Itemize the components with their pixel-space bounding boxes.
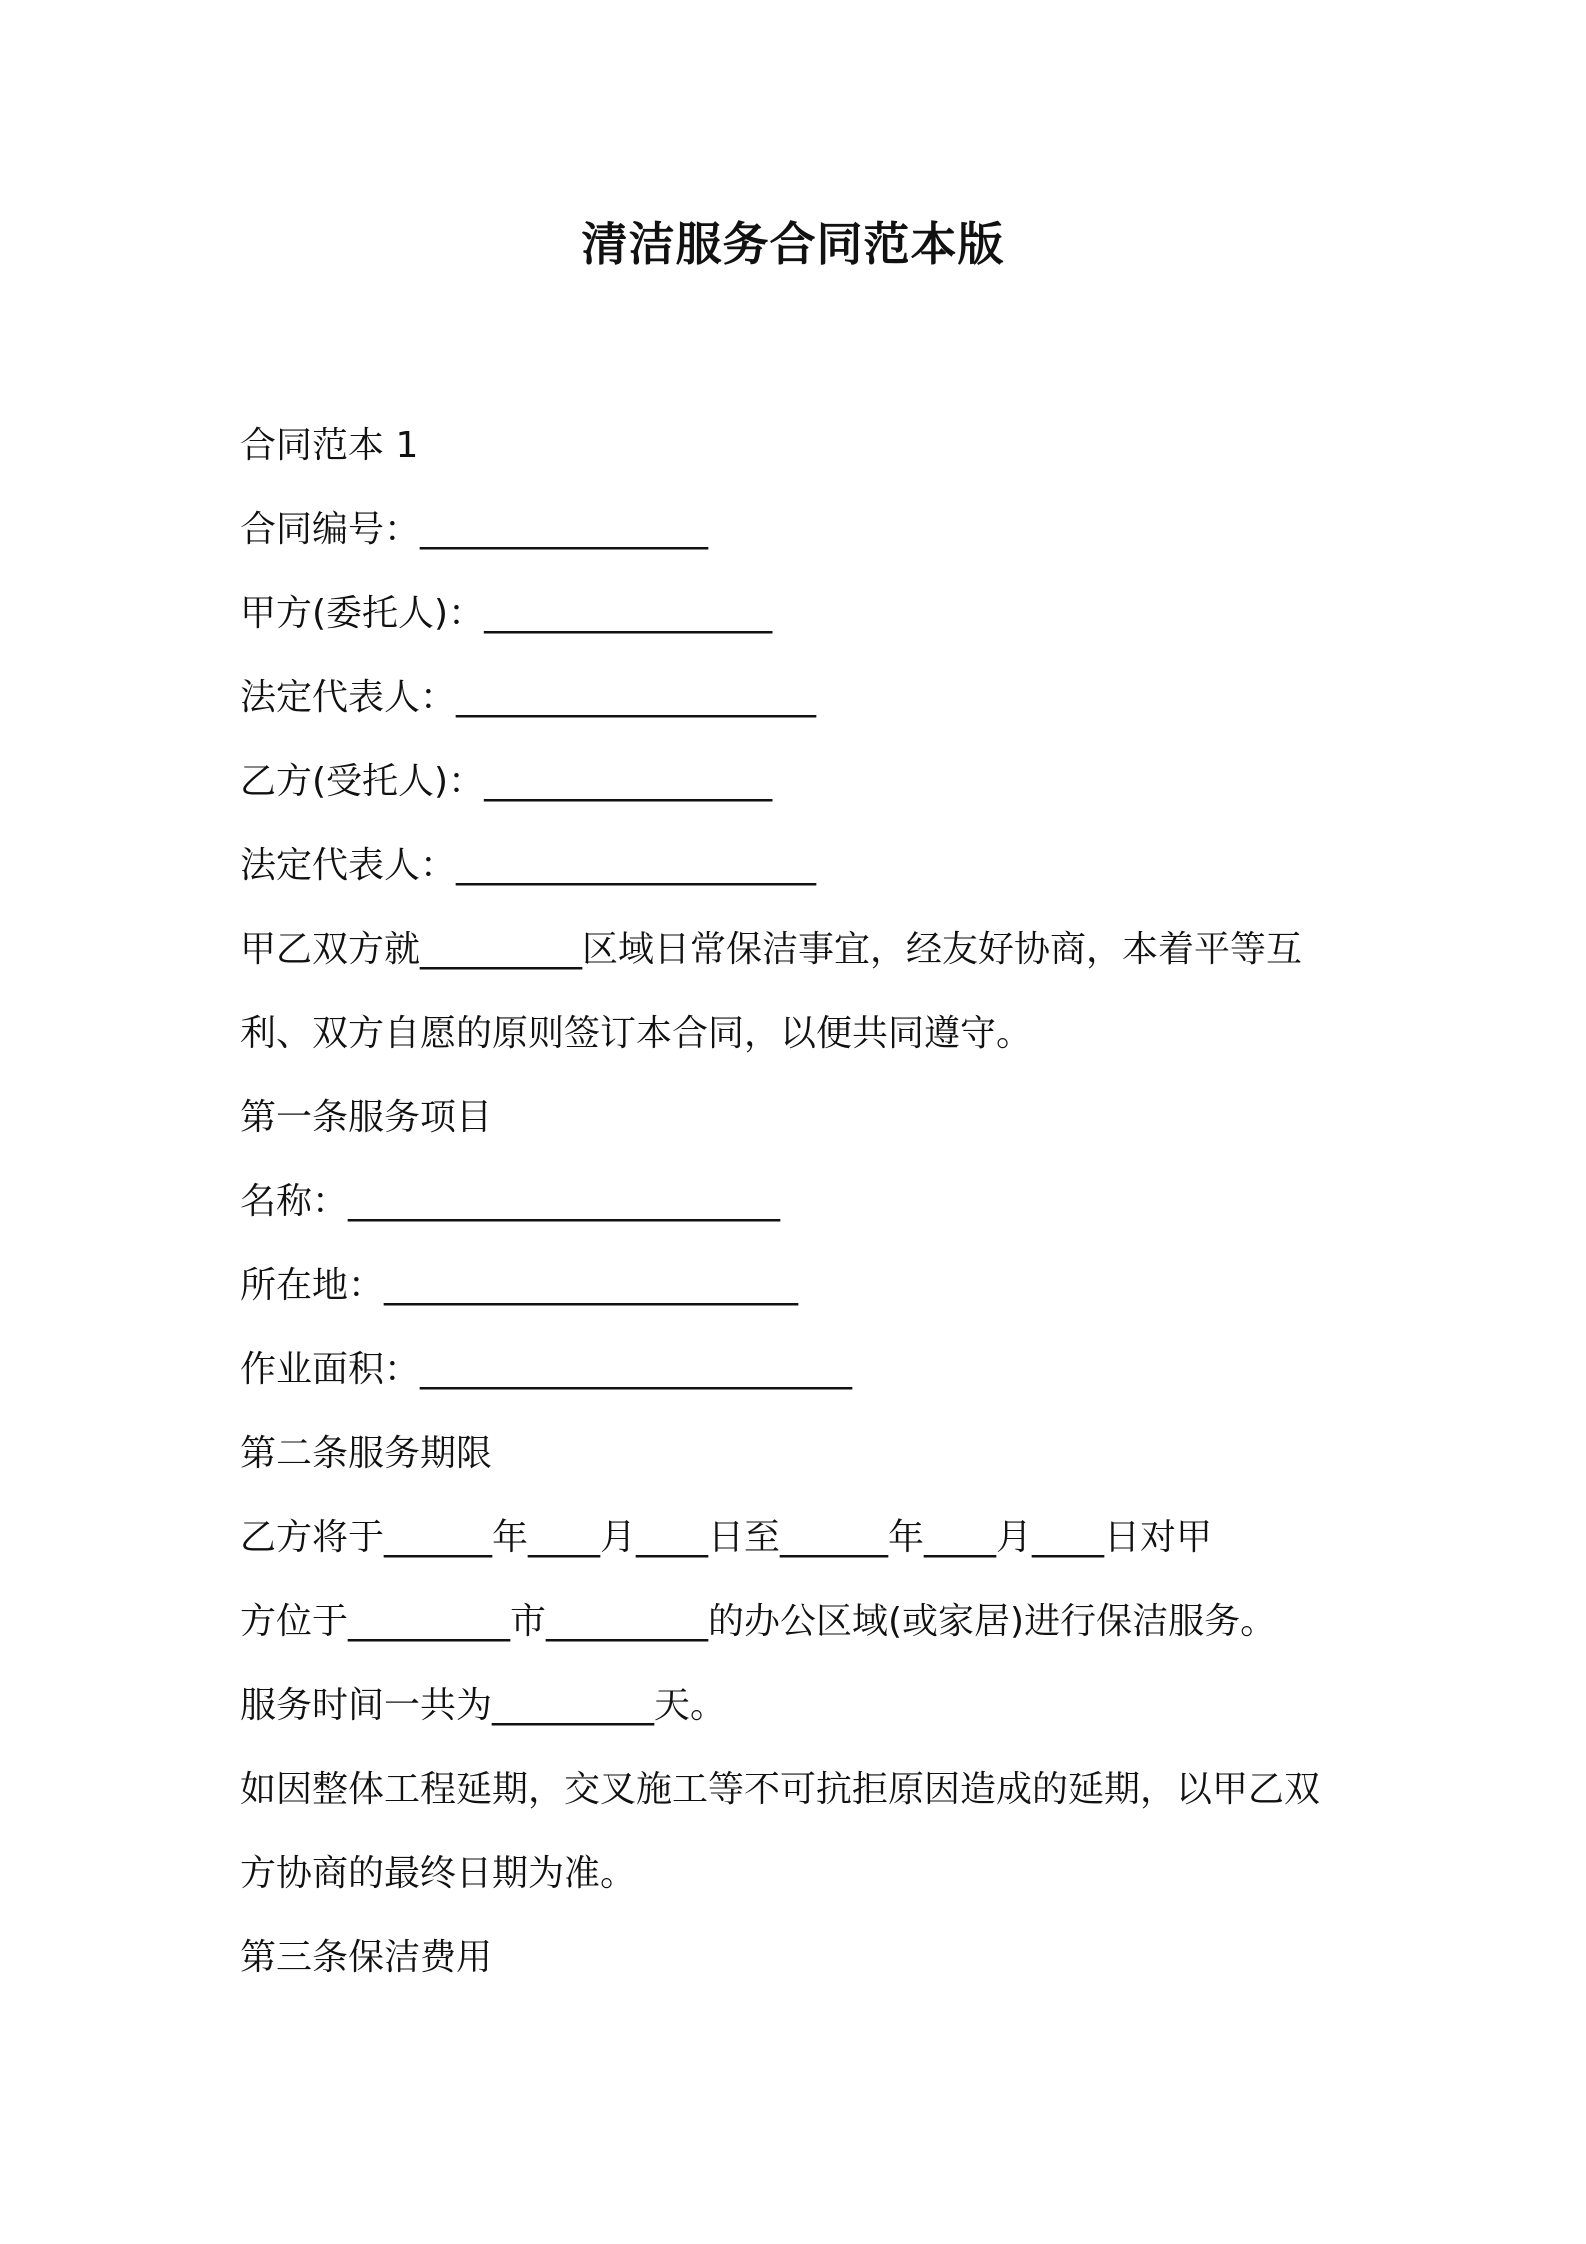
field-party-a-legal-rep: 法定代表人：____________________ (240, 677, 817, 718)
field-name: 名称：________________________ (240, 1181, 781, 1222)
field-work-area: 作业面积：________________________ (240, 1349, 853, 1390)
service-duration-line: 服务时间一共为_________天。 (240, 1685, 727, 1726)
delay-clause-line-1: 如因整体工程延期，交叉施工等不可抗拒原因造成的延期，以甲乙双 (240, 1769, 1321, 1810)
service-period-line-1: 乙方将于______年____月____日至______年____月____日对甲 (240, 1517, 1213, 1558)
article-2-heading: 第二条服务期限 (240, 1433, 493, 1474)
delay-clause-line-2: 方协商的最终日期为准。 (240, 1853, 637, 1894)
section-heading-contract-sample: 合同范本 1 (240, 425, 419, 466)
preamble-line-1: 甲乙双方就_________区域日常保洁事宜，经友好协商，本着平等互 (240, 929, 1303, 970)
document-title: 清洁服务合同范本版 (581, 217, 1005, 271)
service-period-line-2: 方位于_________市_________的办公区域(或家居)进行保洁服务。 (240, 1601, 1277, 1642)
field-party-b: 乙方(受托人)：________________ (240, 761, 773, 802)
document-body (240, 404, 1360, 2000)
preamble-line-2: 利、双方自愿的原则签订本合同，以便共同遵守。 (240, 1013, 1033, 1054)
field-party-b-legal-rep: 法定代表人：____________________ (240, 845, 817, 886)
article-1-heading: 第一条服务项目 (240, 1097, 493, 1138)
field-location: 所在地：_______________________ (240, 1265, 799, 1306)
article-3-heading: 第三条保洁费用 (240, 1937, 493, 1978)
field-contract-number: 合同编号：________________ (240, 509, 709, 550)
field-party-a: 甲方(委托人)：________________ (240, 593, 773, 634)
